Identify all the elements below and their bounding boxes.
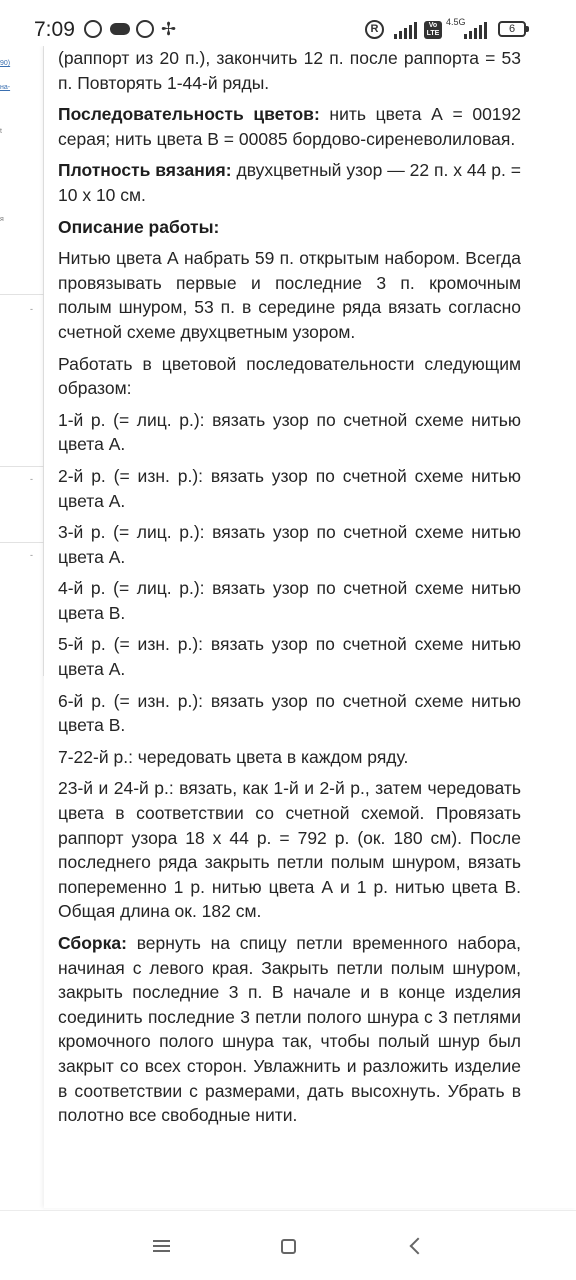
cloud-icon xyxy=(110,20,130,38)
fan-icon: ✢ xyxy=(161,19,177,39)
paragraph-repeat: (раппорт из 20 п.), закончить 12 п. после раппорта = 53 п. Повторять 1-44-й ряды. xyxy=(58,48,521,93)
background-page-edge xyxy=(0,46,44,676)
background-link-fragment: 90) xyxy=(0,60,11,67)
background-dash: - xyxy=(30,304,33,314)
row-instruction: 3-й р. (= лиц. р.): вязать узор по счетной схеме нитью цвета А. xyxy=(58,522,521,567)
density-text: двухцветный узор — 22 п. х 44 р. = 10 х 10 см. xyxy=(58,160,521,205)
paragraph-rows-23-24: 23-й и 24-й р.: вязать, как 1-й и 2-й р., затем чередовать цвета в соответствии со счетной схемой. Провязать раппорт узора 18 х 44 р. = 792 р. (ок. 180 см). После последнего ряда закрыть петли полым шнуром, вязать попеременно 1 р. нитью цвета А и 1 р. нитью цвета В. Общая длина ок. 182 см. xyxy=(58,778,521,922)
alarm-icon xyxy=(84,20,102,38)
assembly-text: вернуть на спицу петли временного набора, начиная с левого края. Закрыть петли полым шнуром, закрыть последние 3 п. В начале и в конце изделия соединить последние 3 петли полого шнура с 3 петлями кромочного полого шнура так, чтобы полый шнур был закрыт со всех сторон. Увлажнить и разложить изделие в соответствии с размерами, дать высохнуть. Убрать в полотно все свободные нити. xyxy=(58,933,521,1126)
background-text-fragment: t xyxy=(0,128,2,135)
article-content xyxy=(58,46,521,1135)
description-heading: Описание работы: xyxy=(58,216,220,237)
navigation-bar xyxy=(0,1211,576,1280)
signal-icon-2 xyxy=(464,22,487,39)
article-card[interactable] xyxy=(44,46,576,1208)
paragraph-work: Работать в цветовой последовательности следующим образом: xyxy=(58,353,521,399)
network-type: 4.5G xyxy=(446,17,466,27)
row-instruction: 1-й р. (= лиц. р.): вязать узор по счетной схеме нитью цвета А. xyxy=(58,409,521,455)
background-link-fragment: на- xyxy=(0,84,11,91)
back-icon[interactable] xyxy=(400,1231,430,1261)
registered-icon: R xyxy=(365,20,384,38)
status-bar xyxy=(0,0,576,46)
colors-label: Последовательность цветов: xyxy=(58,104,320,125)
home-icon[interactable] xyxy=(273,1231,303,1261)
density-label: Плотность вязания: xyxy=(58,160,232,181)
paragraph-assembly xyxy=(58,931,521,1128)
menu-icon[interactable] xyxy=(146,1231,176,1261)
paragraph-alternate: 7-22-й р.: чередовать цвета в каждом ряду. xyxy=(58,746,409,767)
status-time: 7:09 xyxy=(34,18,75,41)
background-dash: - xyxy=(30,550,33,560)
paragraph-density xyxy=(58,158,521,207)
assembly-label: Сборка: xyxy=(58,933,127,953)
volte-icon: Vo LTE xyxy=(424,21,442,39)
row-instruction: 4-й р. (= лиц. р.): вязать узор по счетной схеме нитью цвета В. xyxy=(58,578,521,623)
row-instruction: 2-й р. (= изн. р.): вязать узор по счетной схеме нитью цвета А. xyxy=(58,465,521,511)
battery-icon: 6 xyxy=(498,21,526,37)
signal-icon xyxy=(394,22,417,39)
background-divider xyxy=(0,294,44,295)
row-instruction: 5-й р. (= изн. р.): вязать узор по счетной схеме нитью цвета А. xyxy=(58,634,521,680)
background-dash: - xyxy=(30,474,33,484)
background-divider xyxy=(0,542,44,543)
whatsapp-icon xyxy=(136,20,154,38)
paragraph-colors xyxy=(58,102,521,151)
paragraph-cast-on: Нитью цвета А набрать 59 п. открытым набором. Всегда провязывать первые и последние 3 п. кромочным полым шнуром, 53 п. в середине ряда вязать согласно счетной схеме двухцветным узором. xyxy=(58,248,521,342)
background-divider xyxy=(0,466,44,467)
row-instruction: 6-й р. (= изн. р.): вязать узор по счетной схеме нитью цвета В. xyxy=(58,690,521,736)
colors-text: нить цвета А = 00192 серая; нить цвета В = 00085 бордово-сиреневолиловая. xyxy=(58,104,522,149)
background-text-fragment: я xyxy=(0,216,4,223)
